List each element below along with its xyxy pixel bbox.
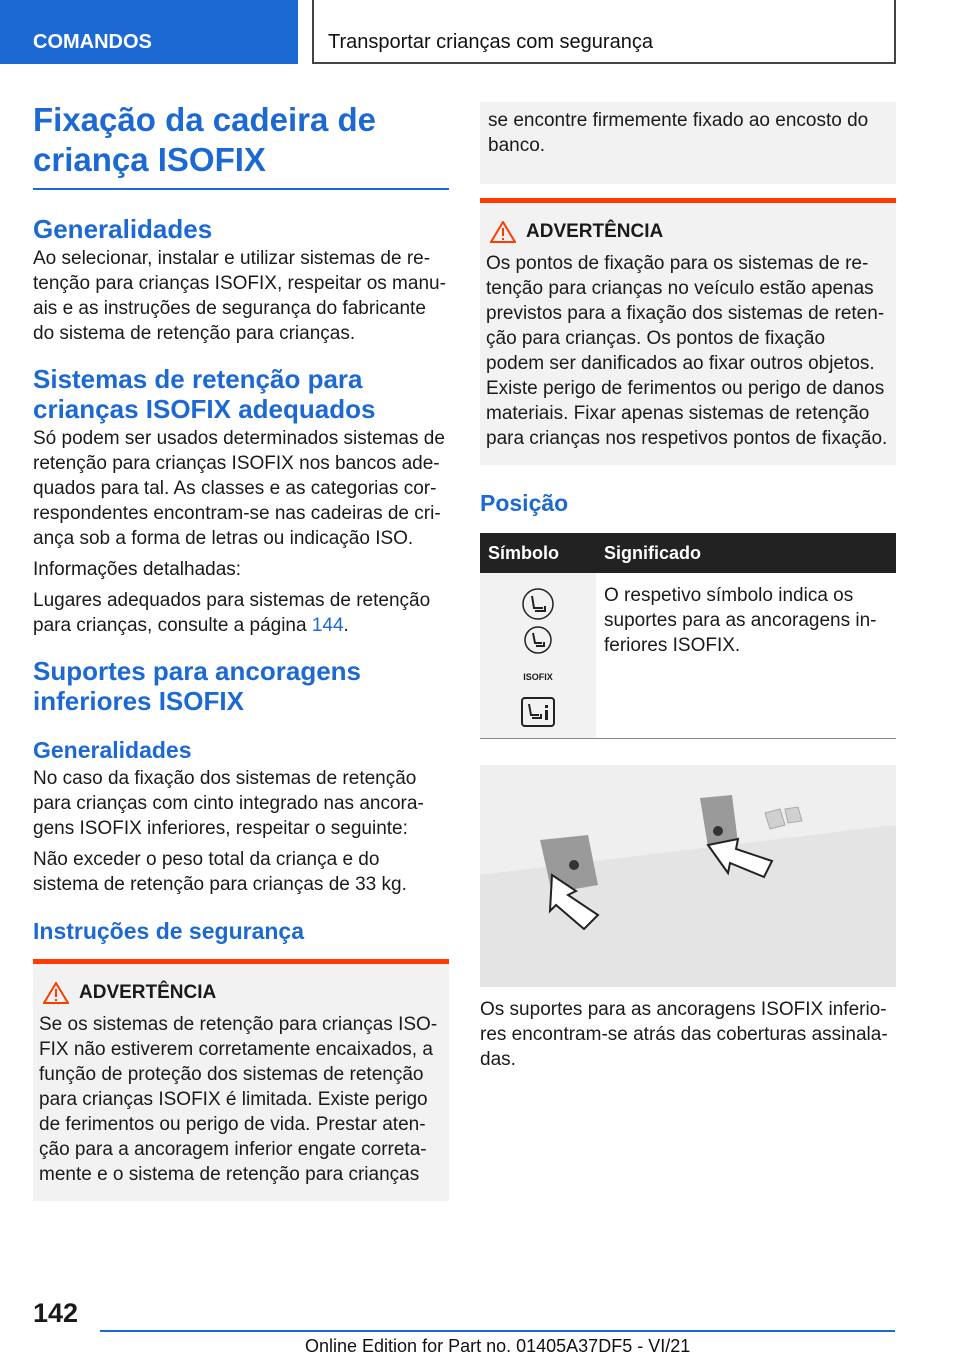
footer-divider [100,1330,895,1332]
heading-sistemas: Sistemas de retenção para crianças ISOFIX adequados [33,364,376,424]
table-header-meaning: Significado [596,533,896,573]
warning-label: ADVERTÊNCIA [79,982,217,1003]
page-title: Fixação da cadeira de criança ISOFIX [33,100,449,190]
isofix-label: ISOFIX [523,672,553,682]
photo-caption: Os suportes para as ancoragens ISOFIX inferiores encontram-se atrás das coberturas assinaladas. [480,999,888,1070]
warning-header-2 [486,221,888,243]
table-header-symbol: Símbolo [480,533,596,573]
table-row [480,573,896,739]
symbol-table [480,533,896,739]
left-column [33,100,449,1201]
subheading-generalidades: Generalidades [33,737,192,763]
warning-box-2 [480,198,896,465]
page-number: 142 [33,1298,79,1328]
isofix-seat-label-icon [521,625,555,667]
chapter-tab[interactable]: COMANDOS [0,0,298,64]
isofix-info-icon [520,696,556,728]
heading-instrucoes: Instruções de segurança [33,918,304,944]
paragraph-reference: Lugares adequados para sistemas de retenção para crianças, consulte a página 144. [33,590,431,636]
edition-text: Online Edition for Part no. 01405A37DF5 - VI/21 [305,1336,691,1356]
heading-posicao: Posição [480,490,569,516]
isofix-photo [480,765,896,987]
section-title: Transportar crianças com segurança [312,0,896,64]
paragraph-info: Informações detalhadas: [33,559,242,580]
right-column [480,102,896,1078]
warning-text: Se os sistemas de retenção para crianças ISOFIX não estiverem corretamente encaixados, a função de proteção dos sistemas de retenção para crianças ISOFIX é limitada. Existe perigo de ferimentos ou perigo de vida. Prestar atenção para a ancoragem inferior engate corretamente e o sistema de retenção para crianças [39,1014,438,1185]
warning-box [33,959,449,1201]
table-header-row [480,533,896,573]
paragraph-generalidades: Ao selecionar, instalar e utilizar sistemas de retenção para crianças ISOFIX, respeitar os manuais e as instruções de segurança do fabricante do sistema de retenção para crianças. [33,248,446,344]
continuation-text: se encontre firmemente fixado ao encosto do banco. [488,110,869,156]
meaning-cell: O respetivo símbolo indica os suportes para as ancoragens inferiores ISOFIX. [596,573,896,739]
warning-triangle-icon [43,982,69,1004]
paragraph-sistemas: Só podem ser usados determinados sistemas de retenção para crianças ISOFIX nos bancos adequados para tal. As classes e as categorias correspondentes encontram-se nas cadeiras de criança sob a forma de letras ou indicação ISO. [33,428,445,549]
paragraph-suportes-1: No caso da fixação dos sistemas de retenção para crianças com cinto integrado nas ancoragens ISOFIX inferiores, respeitar o seguinte: [33,768,424,839]
warning-continuation [480,102,896,184]
symbol-cell [480,573,596,739]
warning-header [39,982,441,1004]
page-link[interactable]: 144 [311,615,344,636]
heading-suportes: Suportes para ancoragens inferiores ISOFIX [33,656,361,716]
heading-generalidades: Generalidades [33,214,213,244]
warning-text-2: Os pontos de fixação para os sistemas de retenção para crianças no veículo estão apenas previstos para a fixação dos sistemas de retenção para crianças. Os pontos de fixação podem ser danificados ao fixar outros objetos. Existe perigo de ferimentos ou perigo de danos materiais. Fixar apenas sistemas de retenção para crianças nos respetivos pontos de fixação. [486,253,888,449]
reference-text: Lugares adequados para sistemas de retenção para crianças, consulte a página [33,590,431,636]
paragraph-suportes-2: Não exceder o peso total da criança e do sistema de retenção para crianças de 33 kg. [33,849,407,895]
isofix-seat-icon [521,587,555,621]
warning-label-2: ADVERTÊNCIA [526,221,664,242]
warning-triangle-icon [490,221,516,243]
